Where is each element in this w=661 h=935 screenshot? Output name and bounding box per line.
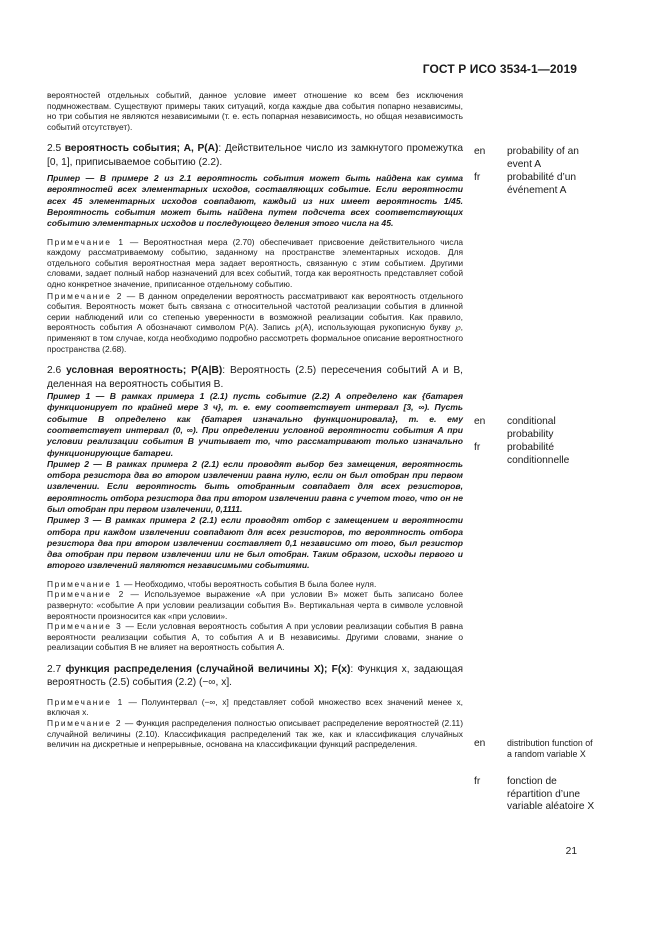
term-name: функция распределения (случайной величины X); F(x) — [65, 663, 351, 675]
lang-fr: fr — [474, 776, 481, 787]
note-2-5-1 — [47, 237, 463, 290]
term-definition: : Функция x, задающая вероятность (2.5) события (2.2) (−∞, x]. — [47, 663, 463, 689]
term-name: условная вероятность; P(A|B) — [66, 365, 223, 377]
lang-en: en — [474, 416, 486, 427]
note-label: Примечание 2 — [47, 589, 125, 600]
en-term: conditional probability — [507, 416, 556, 440]
term-number: 2.5 — [47, 143, 62, 155]
term-number: 2.7 — [47, 663, 62, 675]
note-2-6-3 — [47, 621, 463, 653]
term-2-5 — [47, 142, 463, 169]
note-2-6-1 — [47, 579, 463, 590]
fr-term: probabilité d’un événement A — [507, 172, 577, 196]
note-label: Примечание 3 — [47, 621, 123, 632]
example-2-5: Пример — В примере 2 из 2.1 вероятность события может быть найдена как сумма вероятностей всех элементарных исходов, составляющих событие. Если вероятности всех 45 элементарных исходов совпадают, каждый из них имеет вероятность 1/45. Вероятность события может быть найдена путем подсчета всех соответствующих событию элементарных исходов и последующего деления этого числа на 45. — [47, 173, 463, 229]
main-column — [47, 90, 463, 750]
note-label: Примечание 1 — [47, 236, 125, 247]
term-number: 2.6 — [47, 365, 62, 377]
en-term: distribution function of a random variable X — [507, 738, 593, 760]
fr-term: fonction de répartition d’une variable aléatoire X — [507, 776, 595, 813]
example-2-6-3: Пример 3 — В рамках примера 2 (2.1) если проводят отбор с замещением и вероятности отбора при каждом извлечении совпадают для всех резисторов, то вероятность отбора резистора два при втором извлечении составляет 0,1 независимо от того, был резистор два отобран при первом извлечении или не был отобран. Таким образом, исходы первого и второго извлечений являются независимыми событиями. — [47, 515, 463, 571]
note-2-7-2 — [47, 718, 463, 750]
note-2-5-2 — [47, 291, 463, 355]
note-text: — Используемое выражение «A при условии B» может быть записано более развернуто: «событие A при условии реализации события B». Вертикальная черта в символе условной вероятности произносится как «при условии». — [47, 589, 463, 621]
lang-en: en — [474, 146, 486, 157]
fr-term: probabilité conditionnelle — [507, 442, 570, 466]
note-text: — Функция распределения полностью описывает распределение вероятностей (2.11) случайной величины (2.10). Классификация распределений так же, как и классификация случайных величин на дискретные и непрерывные, основана на классификации функций распределения. — [47, 717, 463, 750]
example-2-6-1: Пример 1 — В рамках примера 1 (2.1) пусть событие (2.2) A определено как {батарея функционирует по крайней мере 3 ч}, т. е. ему соответствует интервал [3, ∞). Пусть событие B определено как {батарея изначально функционировала}, т. е. ему соответствует интервал (0, ∞). При определении условной вероятности события A при условии реализации события B учитывает то, что рассматривают только изначально функционирующие батареи. — [47, 391, 463, 458]
lang-en: en — [474, 738, 486, 749]
example-2-6-2: Пример 2 — В рамках примера 2 (2.1) если проводят выбор без замещения, вероятность отбора резистора два во втором извлечении равна нулю, если он был отобран при первом извлечении. Если вероятность быть отобранным совпадает для всех резисторов, вероятность отбора резистора два при втором извлечении равна с учетом того, что он не был отобран при первом извлечении, 0,1111. — [47, 458, 463, 514]
note-text: — Если условная вероятность события A при условии реализации события B равна вероятности реализации события A, то события A и B независимы. Другими словами, знание о реализации события B не влияет на вероятность события A. — [47, 621, 463, 653]
en-term: probability of an event A — [507, 146, 579, 170]
note-text: — Необходимо, чтобы вероятность события B была более нуля. — [121, 578, 377, 589]
note-label: Примечание 2 — [47, 290, 124, 301]
term-definition: : Вероятность (2.5) пересечения событий A и B, деленная на вероятность события B. — [47, 365, 463, 390]
note-label: Примечание 2 — [47, 717, 123, 728]
note-text: — Вероятностная мера (2.70) обеспечивает присвоение действительного числа каждому рассматриваемому событию, заданному на пространстве элементарных исходов. Для отдельного события вероятностная мера задает вероятность, связанную с этим событием. Другими словами, задает полный набор назначений для всех событий, тогда как вероятность представляет собой одно конкретное значение, приписанное отдельному событию. — [47, 236, 463, 290]
note-label: Примечание 1 — [47, 578, 122, 589]
intro-paragraph: вероятностей отдельных событий, данное условие имеет отношение ко всем без исключения подмножествам. Существуют примеры таких ситуаций, когда каждые два события попарно независимы, но три события не являются независимыми (т. е. есть попарная независимость, но общая независимость событий отсутствует). — [47, 90, 463, 132]
note-2-7-1 — [47, 697, 463, 718]
note-text: — В данном определении вероятность рассматривают как вероятность отдельного события. Вероятность может быть связана с относительной частотой реализации события в длинной серии наблюдений или со степенью уверенности в возможной реализации события. Как правило, вероятность события A обозначают символом P(A). Запись ℘(A), использующая рукописную букву ℘, применяют в том случае, когда необходимо подробно рассмотреть формальное описание вероятностного пространства (2.68). — [47, 290, 463, 354]
term-2-7 — [47, 663, 463, 690]
page-number: 21 — [565, 846, 577, 857]
note-label: Примечание 1 — [47, 696, 124, 707]
lang-fr: fr — [474, 442, 481, 453]
note-2-6-2 — [47, 589, 463, 621]
document-header: ГОСТ Р ИСО 3534-1—2019 — [422, 62, 577, 76]
lang-fr: fr — [474, 172, 481, 183]
term-definition: : Действительное число из замкнутого промежутка [0, 1], приписываемое событию (2.2). — [47, 143, 463, 168]
note-text: — Полуинтервал (−∞, x] представляет собой множество всех значений менее x, включая x. — [47, 696, 463, 718]
term-name: вероятность события; A, P(A) — [64, 143, 219, 155]
term-2-6 — [47, 364, 463, 391]
